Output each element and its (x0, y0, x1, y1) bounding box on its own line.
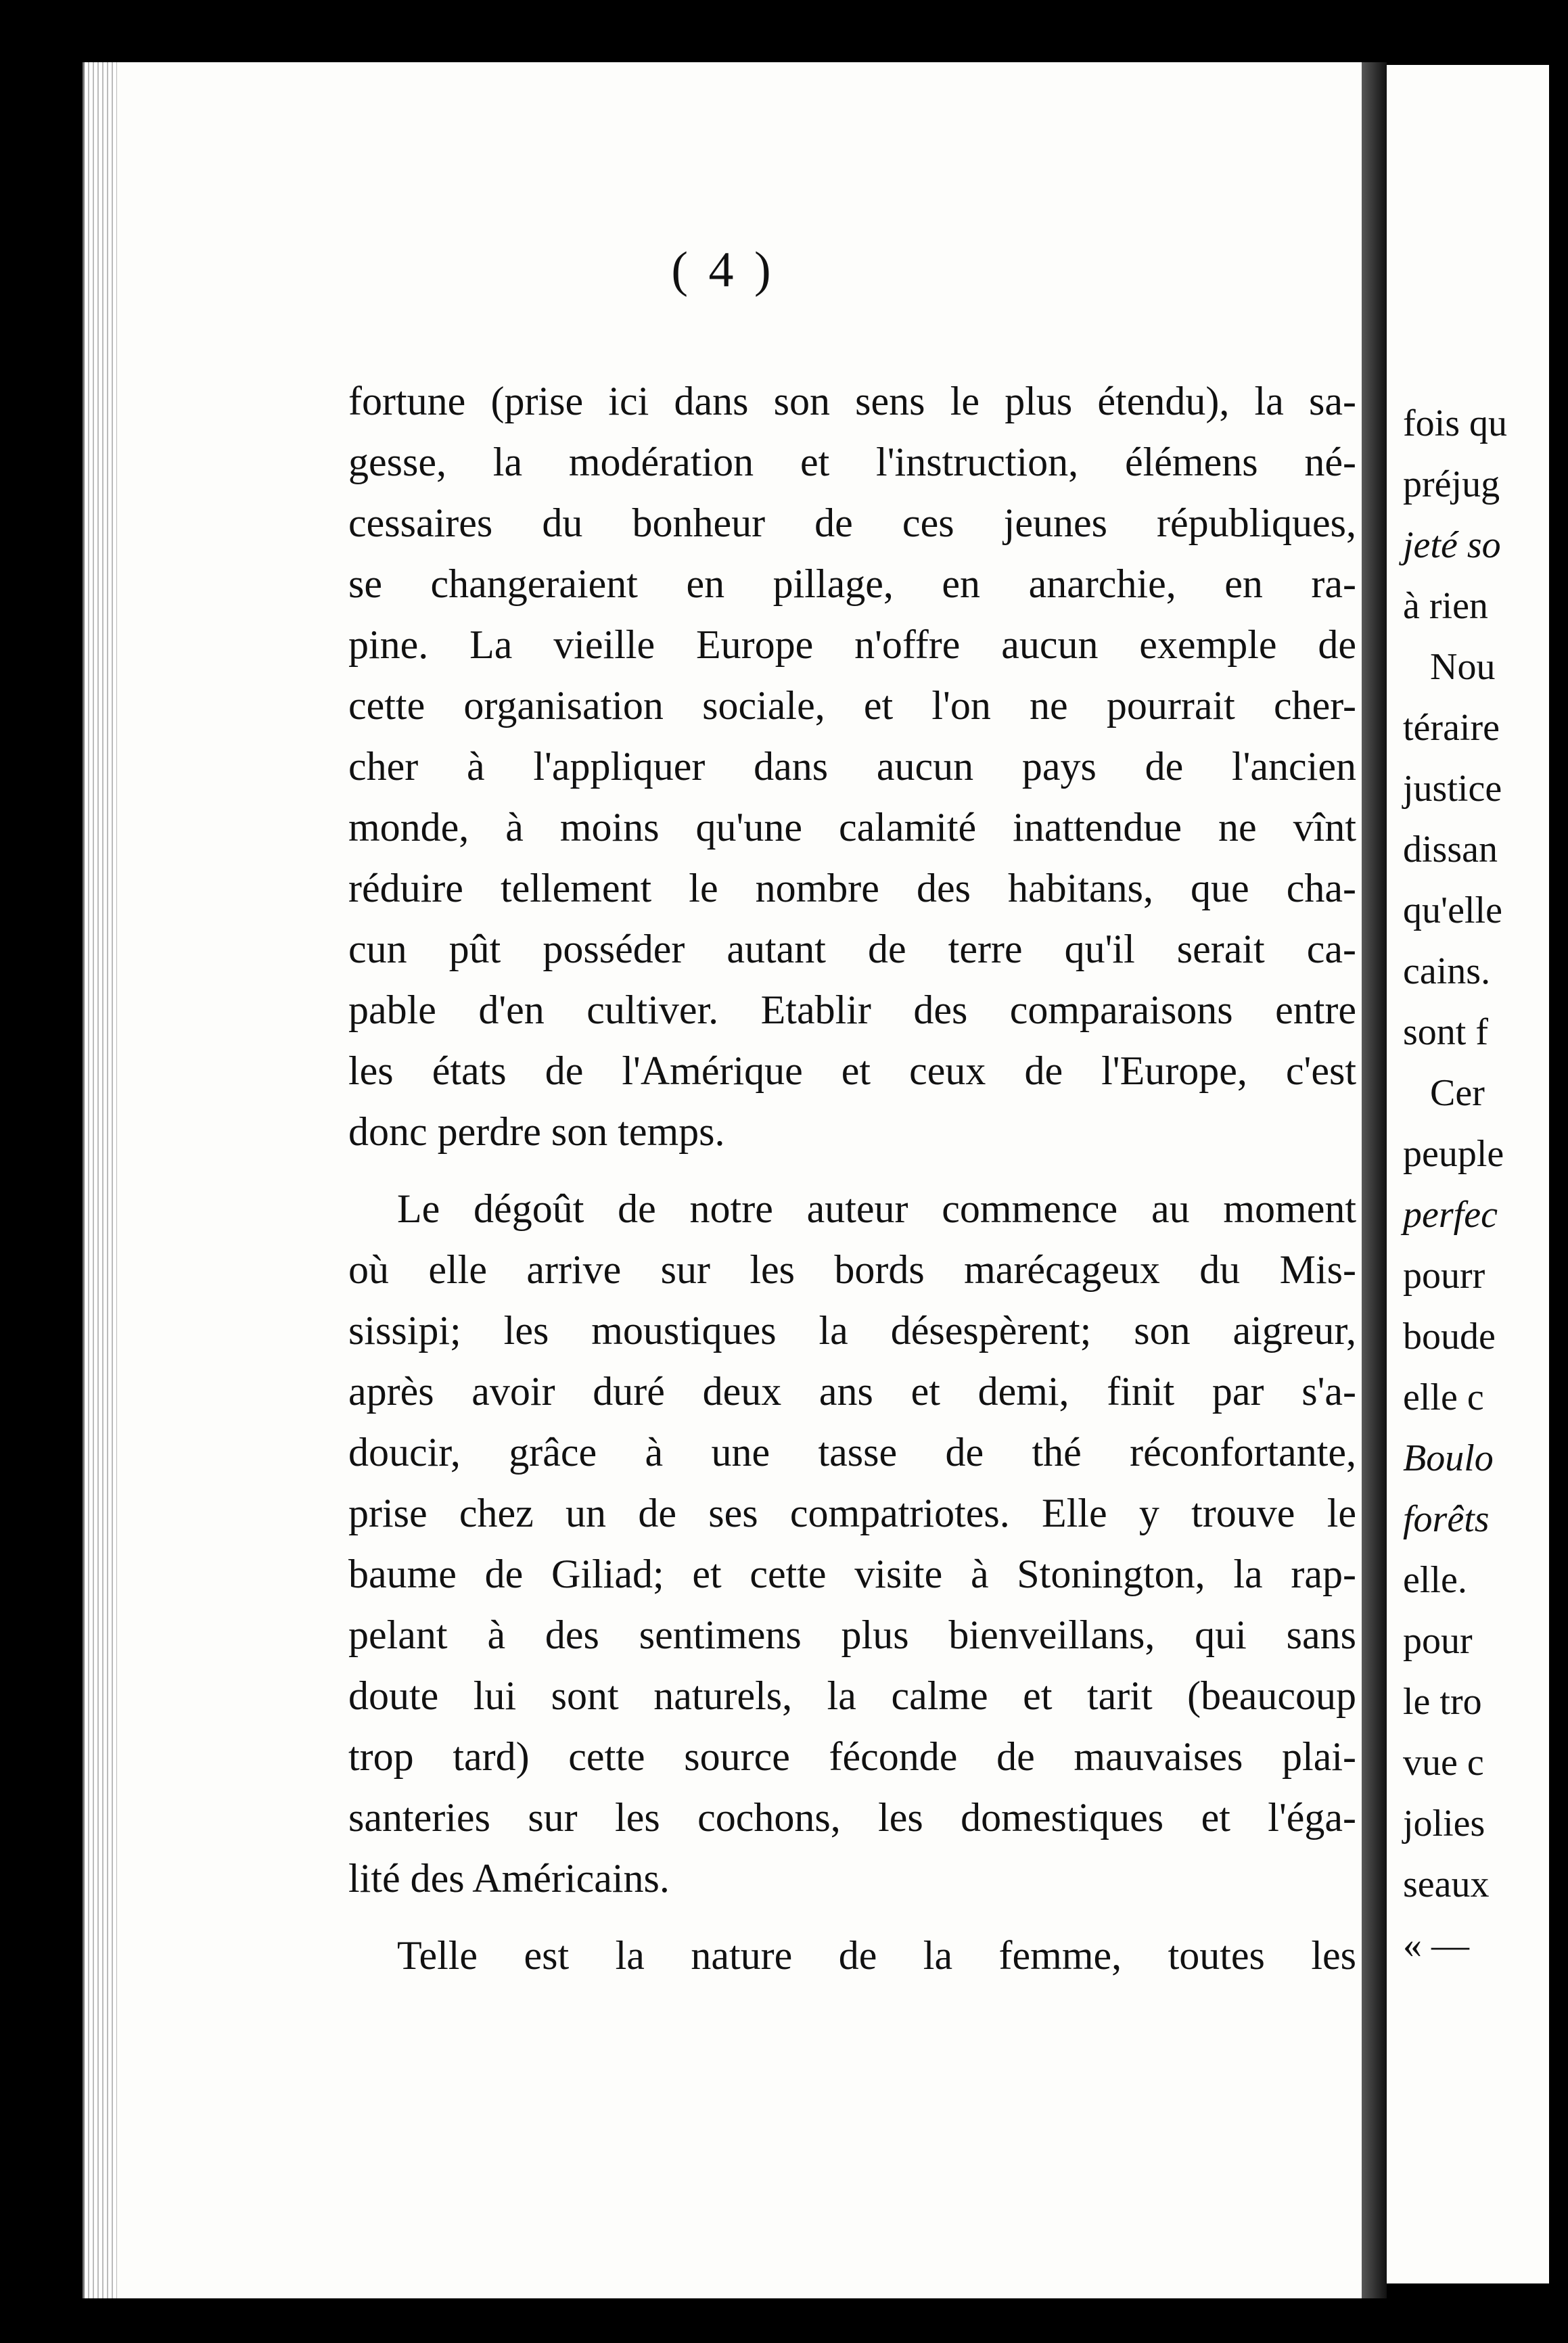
text-line: les états de l'Amérique et ceux de l'Europe, c'est (348, 1048, 1356, 1093)
text-line: Boulo (1403, 1437, 1494, 1479)
text-line: jeté so (1403, 524, 1501, 566)
text-line: le tro (1403, 1681, 1482, 1723)
text-line: fortune (prise ici dans son sens le plus étendu), la sa- (348, 379, 1356, 423)
right-page-text (1403, 393, 1507, 1976)
text-line: cette organisation sociale, et l'on ne pourrait cher- (348, 683, 1356, 728)
text-line: à rien (1403, 585, 1488, 627)
text-line: justice (1403, 768, 1502, 810)
text-line: lité des Américains. (348, 1856, 670, 1901)
text-line: cher à l'appliquer dans aucun pays de l'ancien (348, 744, 1356, 789)
text-line: cains. (1403, 950, 1491, 992)
text-line: jolies (1403, 1803, 1485, 1845)
text-line: qu'elle (1403, 889, 1502, 931)
text-line: Nou (1430, 646, 1496, 688)
text-line: doute lui sont naturels, la calme et tarit (beaucoup (348, 1673, 1356, 1718)
left-page (83, 62, 1362, 2298)
text-line: pable d'en cultiver. Etablir des comparaisons entre (348, 988, 1356, 1032)
text-line: fois qu (1403, 402, 1507, 444)
text-line: perfec (1403, 1194, 1498, 1236)
text-line: pour (1403, 1620, 1473, 1662)
body-text (348, 371, 1356, 1986)
text-line: se changeraient en pillage, en anarchie, en ra- (348, 561, 1356, 606)
text-line: prise chez un de ses compatriotes. Elle y trouve le (348, 1491, 1356, 1535)
text-line: cun pût posséder autant de terre qu'il serait ca- (348, 927, 1356, 971)
text-line: vue c (1403, 1742, 1484, 1784)
text-line: préjug (1403, 463, 1500, 505)
text-line: elle c (1403, 1376, 1484, 1418)
text-line: Le dégoût de notre auteur commence au moment (397, 1186, 1356, 1231)
text-line: trop tard) cette source féconde de mauvaises plai- (348, 1734, 1356, 1779)
right-page-partial (1387, 65, 1549, 2283)
text-line: pelant à des sentimens plus bienveillans, qui sans (348, 1613, 1356, 1657)
text-line: forêts (1403, 1498, 1490, 1540)
text-line: gesse, la modération et l'instruction, élémens né- (348, 440, 1356, 484)
page-edges (85, 62, 117, 2298)
text-line: doucir, grâce à une tasse de thé réconfortante, (348, 1430, 1356, 1475)
text-line: Cer (1430, 1072, 1485, 1114)
text-line: monde, à moins qu'une calamité inattendue ne vînt (348, 805, 1356, 850)
text-line: boude (1403, 1316, 1496, 1358)
text-line: pourr (1403, 1255, 1485, 1297)
text-line: « — (1403, 1924, 1469, 1966)
text-line: pine. La vieille Europe n'offre aucun exemple de (348, 622, 1356, 667)
text-line: Telle est la nature de la femme, toutes les (397, 1933, 1356, 1978)
text-line: téraire (1403, 707, 1500, 749)
text-line: santeries sur les cochons, les domestiques et l'éga- (348, 1795, 1356, 1840)
text-line: seaux (1403, 1863, 1490, 1905)
page-number: ( 4 ) (671, 242, 775, 298)
text-line: où elle arrive sur les bords marécageux du Mis- (348, 1247, 1356, 1292)
text-line: cessaires du bonheur de ces jeunes républiques, (348, 501, 1356, 545)
text-line: donc perdre son temps. (348, 1109, 725, 1154)
text-line: réduire tellement le nombre des habitans, que cha- (348, 866, 1356, 910)
text-line: peuple (1403, 1133, 1504, 1175)
text-line: sont f (1403, 1011, 1488, 1053)
text-line: sissipi; les moustiques la désespèrent; son aigreur, (348, 1308, 1356, 1353)
text-line: après avoir duré deux ans et demi, finit par s'a- (348, 1369, 1356, 1414)
text-line: elle. (1403, 1559, 1467, 1601)
text-line: dissan (1403, 829, 1498, 871)
text-line: baume de Giliad; et cette visite à Stonington, la rap- (348, 1552, 1356, 1596)
